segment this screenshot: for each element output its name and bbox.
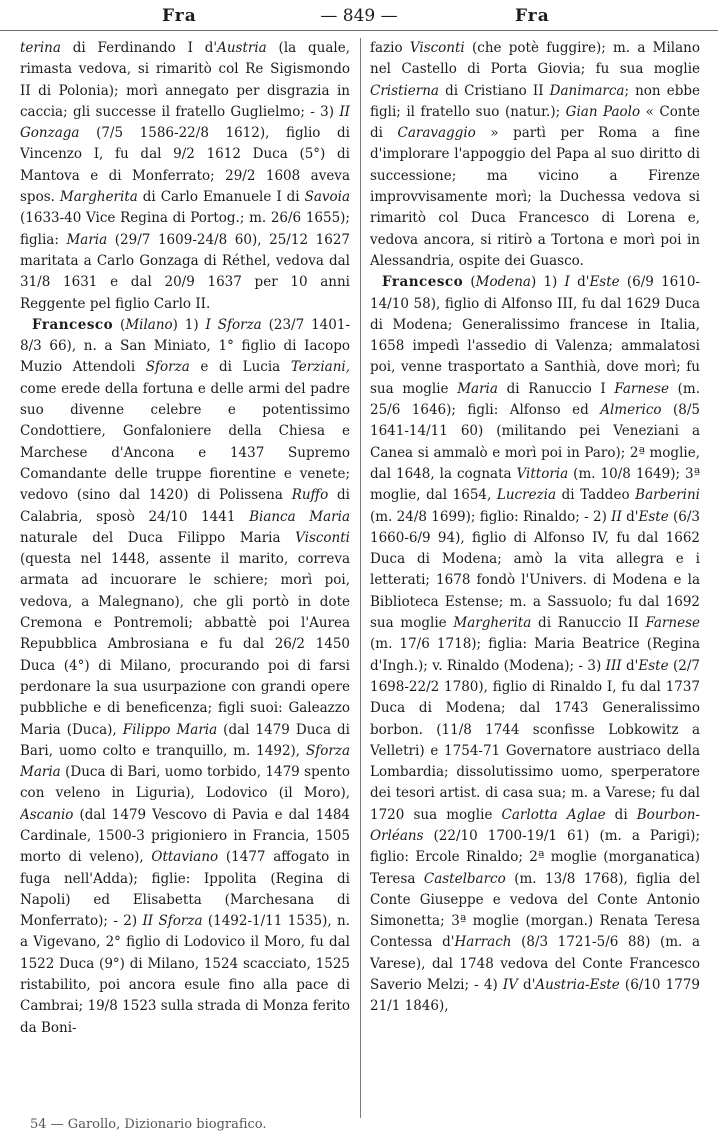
entry-headword: Francesco [382, 274, 464, 291]
italic-term: Savoia [304, 189, 350, 206]
entry-continuation-right [370, 38, 700, 272]
italic-term: Austria [217, 40, 267, 56]
text-run: (1477 affogato in fuga nell'Adda); figlie: Ippolita (Regina di Napoli) ed Elisabetta (Marchesana di Monferrato); - 2) [20, 849, 350, 930]
text-run: (7/5 1586-22/8 1612), figlio di Vincenzo I, fu dal 9/2 1612 Duca (5°) di Mantova e di Monferrato; 29/2 1608 aveva spos. [20, 125, 350, 206]
text-run: naturale del Duca Filippo Maria [20, 529, 296, 546]
entry-francesco-milano [20, 315, 350, 1039]
italic-term: Filippo Maria [122, 721, 218, 738]
page-header [0, 4, 718, 31]
text-run: (che potè fuggire); m. a Milano nel Castello di Porta Giovia; fu sua moglie [370, 40, 700, 78]
italic-term: Lucrezia [496, 487, 557, 504]
text-run: (la quale, rimasta vedova, si rimaritò col Re Sigismondo II di Polonia); morì annegato per disgrazia in caccia; gli successe il fratello Guglielmo; - 3) [20, 40, 350, 120]
italic-term: Caravaggio [397, 125, 476, 142]
italic-term: Harrach [454, 934, 512, 951]
italic-term: Vittoria [516, 465, 569, 482]
entry-francesco-modena [370, 272, 700, 1017]
italic-term: Margherita [453, 615, 532, 632]
italic-term: IV [502, 977, 518, 994]
text-run: e di Lucia [189, 359, 291, 376]
italic-term: Bourbon-Orléans [370, 806, 700, 844]
text-run: (m. 13/8 1768), figlia del Conte Giuseppe e vedova del Conte Antonio Simonetta; 3ª moglie (morgan.) Renata Teresa Contessa d' [370, 870, 700, 951]
italic-term: Milano [125, 316, 173, 333]
italic-term: II [611, 508, 622, 525]
text-run: (dal 1479 Duca di Bari, uomo colto e tranquillo, m. 1492), [20, 721, 350, 759]
italic-term: Cristierna [370, 82, 439, 99]
text-run: (1492-1/11 1535), n. a Vigevano, 2° figlio di Lodovico il Moro, fu dal 1522 Duca (9°) di Milano, 1524 scacciato, 1525 ristabilito, poi ancora esule fino alla pace di Cambrai; 19/8 1523 sulla strada di Monza ferito da Boni- [20, 913, 350, 1036]
text-run: (dal 1479 Vescovo di Pavia e dal 1484 Cardinale, 1500-3 prigioniero in Francia, 1505 morto di veleno), [20, 806, 350, 866]
text-run: ) 1) [172, 316, 206, 333]
italic-term: I Sforza [205, 316, 262, 333]
italic-term: terina [20, 40, 61, 56]
text-run: (m. 17/6 1718); figlia: Maria Beatrice (Regina d'Ingh.); v. Rinaldo (Modena); - 3) [370, 636, 700, 674]
text-run: (1633-40 Vice Regina di Portog.; m. 26/6 1655); figlia: [20, 210, 350, 248]
text-run: di Ranuccio II [531, 615, 646, 632]
italic-term: Visconti [409, 40, 465, 56]
text-run: » partì per Roma a fine d'implorare l'appoggio del Papa al suo diritto di successione; ma vicino a Firenze improvvisamente morì; la Duchessa vedova si rimaritò col Duca Francesco di Lorena e, vedova ancora, si ritirò a Tortona e morì poi in Alessandria, ospite dei Guasco. [370, 125, 700, 269]
text-run: d' [517, 977, 536, 994]
italic-term: Maria [66, 231, 108, 248]
text-run: (m. 25/6 1646); figli: Alfonso ed [370, 380, 700, 419]
italic-term: Bianca Maria [249, 508, 350, 525]
text-run: (2/7 1698-22/2 1780), figlio di Rinaldo I, fu dal 1737 Duca di Modena; dal 1743 Generalissimo borbon. (11/8 1744 sconfisse Lobkowitz a Velletri) e 1754-71 Governatore austriaco della Lombardia; dissolutissimo uomo, sperperatore dei tesori artist. di casa sua; m. a Varese; fu dal 1720 sua moglie [370, 657, 700, 823]
text-run: (Duca di Bari, uomo torbido, 1479 spento con veleno in Liguria), Lodovico (il Moro), [20, 764, 350, 802]
text-run: ; non ebbe figli; il fratello suo (natur.); [370, 82, 700, 120]
page-footer: 54 — Garollo, Dizionario biografico. [30, 1117, 267, 1132]
text-run: ( [463, 274, 476, 291]
text-run: ) 1) [530, 274, 565, 291]
italic-term: Este [638, 508, 669, 525]
text-run: d' [569, 274, 590, 291]
italic-term: Carlotta Aglae [501, 806, 606, 823]
entry-headword: Francesco [32, 316, 114, 333]
text-run: (8/5 1641-14/11 60) (militando pei Veneziani a Canea si ammalò e morì poi in Paro); 2ª moglie, dal 1648, la cognata [370, 402, 700, 482]
text-run: (questa nel 1448, assente il marito, correva armata ad incuorare le schiere; morì poi, vedova, a Malegnano), che gli portò in dote Cremona e Pontremoli; abbattè poi l'Aurea Repubblica Ambrosiana e fu dal 26/2 1450 Duca (4°) di Milano, procurando poi di farsi perdonare la sua usurpazione con grandi opere pubbliche e di beneficenza; figli suoi: Galeazzo Maria (Duca), [20, 551, 350, 738]
header-left-word: Fra [162, 6, 197, 26]
text-run: di [605, 806, 637, 823]
left-column [20, 38, 350, 1118]
text-run: (6/10 1779 21/1 1846), [370, 977, 700, 1015]
text-run: di Carlo Emanuele I di [137, 189, 305, 206]
italic-term: Margherita [59, 189, 138, 206]
text-run: fazio [370, 40, 410, 56]
italic-term: Almerico [600, 402, 662, 419]
text-run: (6/9 1610-14/10 58), figlio di Alfonso III, fu dal 1629 Duca di Modena; Generalissimo francese in Italia, 1658 impedì l'assedio di Valenza; ammalatosi poi, venne trasportato a Santhià, dove morì; fu sua moglie [370, 274, 700, 397]
text-run: di Taddeo [556, 487, 636, 504]
header-right-word: Fra [515, 6, 550, 26]
text-run: (29/7 1609-24/8 60), 25/12 1627 maritata a Carlo Gonzaga di Réthel, vedova dal 31/8 1631 e dal 20/9 1637 per 10 anni Reggente pel figlio Carlo II. [20, 231, 350, 312]
italic-term: Castelbarco [423, 870, 506, 887]
italic-term: Austria-Este [535, 977, 620, 994]
text-run: (8/3 1721-5/6 88) (m. a Varese), dal 1748 vedova del Conte Francesco Saverio Melzi; - 4) [370, 934, 700, 994]
italic-term: Este [589, 274, 620, 291]
italic-term: Gian Paolo [565, 103, 641, 120]
italic-term: Visconti [295, 529, 350, 546]
italic-term: Sforza Maria [20, 742, 350, 781]
text-run: di Calabria, sposò 24/10 1441 [20, 487, 350, 525]
italic-term: Farnese [614, 380, 669, 397]
italic-term: Ruffo [291, 487, 329, 504]
text-run: (6/3 1660-6/9 94), figlio di Alfonso IV, fu dal 1662 Duca di Modena; amò la vita allegra e i letterati; 1678 fondò l'Univers. di Modena e la Biblioteca Estense; m. a Sassuolo; fu dal 1692 sua moglie [370, 508, 700, 632]
italic-term: I [564, 274, 570, 291]
italic-term: II Sforza [142, 913, 203, 930]
text-run: (m. 10/8 1649); 3ª moglie, dal 1654, [370, 465, 700, 504]
text-run: di Ferdinando I d' [60, 40, 218, 56]
italic-term: II Gonzaga [20, 103, 350, 142]
italic-term: Este [638, 657, 669, 674]
text-run: « Conte di [370, 103, 700, 142]
text-run: ( [113, 316, 126, 333]
right-column [370, 38, 700, 1118]
text-run: come erede della fortuna e delle armi del padre suo divenne celebre e potentissimo Condottiere, Gonfaloniere della Chiesa e Marchese d'Ancona e 1437 Supremo Comandante delle truppe fiorentine e venete; vedovo (sino dal 1420) di Polissena [20, 380, 350, 504]
italic-term: Farnese [645, 615, 700, 632]
italic-term: Modena [475, 274, 531, 291]
column-divider [360, 38, 361, 1118]
text-run: d' [621, 508, 639, 525]
text-run: (m. 24/8 1699); figlio: Rinaldo; - 2) [370, 508, 612, 525]
text-run: di Ranuccio I [497, 380, 615, 397]
text-run: (22/10 1700-19/1 61) (m. a Parigi); figlio: Ercole Rinaldo; 2ª moglie (morganatica) Teresa [370, 827, 700, 887]
italic-term: III [605, 657, 622, 674]
text-run: d' [621, 657, 639, 674]
italic-term: Ascanio [20, 806, 74, 823]
italic-term: Ottaviano [151, 849, 219, 866]
page-number: — 849 — [320, 6, 398, 26]
italic-term: Sforza [145, 359, 190, 376]
text-run: (23/7 1401-8/3 66), n. a San Miniato, 1° figlio di Iacopo Muzio Attendoli [20, 316, 350, 376]
italic-term: Barberini [635, 487, 700, 504]
italic-term: Terziani, [290, 359, 350, 376]
italic-term: Danimarca [549, 82, 625, 99]
text-run: di Cristiano II [438, 82, 550, 99]
italic-term: Maria [457, 380, 498, 397]
entry-continuation [20, 38, 350, 315]
